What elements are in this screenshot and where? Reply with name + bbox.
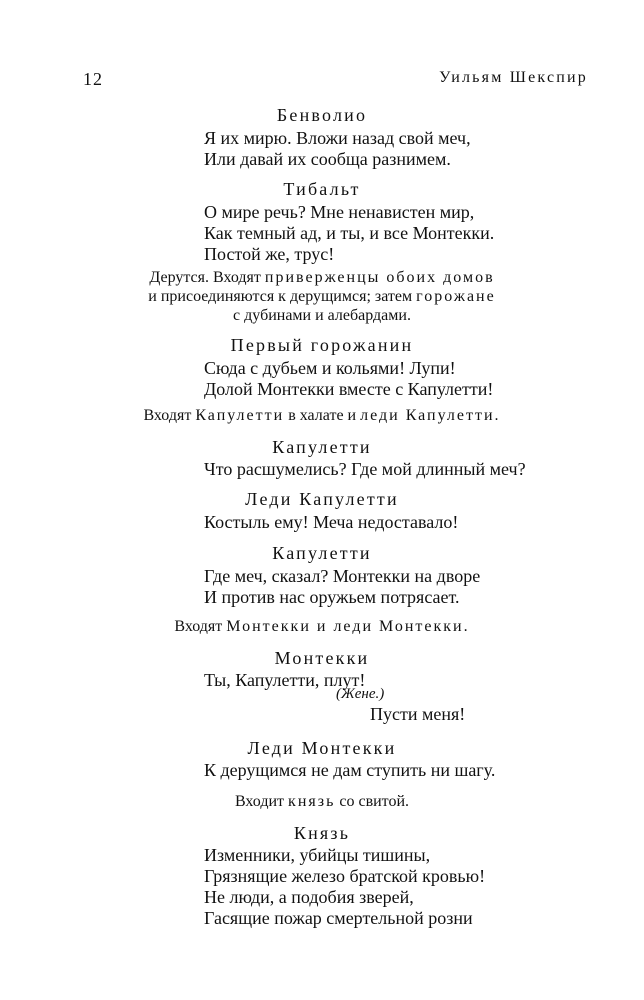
stage-direction-capulet-enters (0, 406, 644, 425)
verse-first-citizen (204, 358, 493, 400)
verse-line: Постой же, трус! (204, 244, 335, 264)
direction-character: Капулетти (195, 407, 285, 424)
verse-capulet (204, 566, 480, 608)
verse-line: О мире речь? Мне ненавистен мир, (204, 202, 475, 222)
speaker-first-citizen: Первый горожанин (230, 335, 414, 355)
direction-text: Дерутся. Входят (149, 269, 261, 286)
verse-line: Где меч, сказал? Монтекки на дворе (204, 566, 481, 586)
verse-montague-line-2: Пусти меня! (370, 704, 466, 724)
direction-character: приверженцы обоих домов (264, 269, 495, 286)
direction-character: князь (288, 793, 336, 810)
verse-line: Гасящие пожар смертельной розни (204, 908, 473, 928)
direction-text: со свитой. (339, 793, 410, 810)
verse-line: Что расшумелись? Где мой длинный меч? (204, 459, 526, 479)
page-number: 12 (83, 69, 103, 89)
verse-lady-montague (204, 760, 495, 781)
speaker-tybalt: Тибальт (283, 179, 361, 199)
speaker-benvolio: Бенволио (276, 105, 368, 125)
verse-line: Я их мирю. Вложи назад свой меч, (204, 128, 471, 148)
speaker-capulet: Капулетти (272, 437, 372, 457)
stage-aside: (Жене.) (336, 686, 385, 702)
verse-line: Сюда с дубьем и кольями! Лупи! (204, 358, 456, 378)
verse-line: Или давай их сообща разнимем. (204, 149, 451, 169)
speaker-capulet: Капулетти (272, 543, 372, 563)
verse-montague-line-1: Ты, Капулетти, плут! (204, 670, 366, 690)
verse-line: И против нас оружьем потрясает. (204, 587, 460, 607)
direction-line (0, 287, 644, 306)
direction-line (0, 268, 644, 287)
direction-line: с дубинами и алебардами. (233, 307, 411, 324)
direction-character: Монтекки и леди Монтекки. (226, 618, 470, 635)
verse-line: Костыль ему! Меча недоставало! (204, 512, 459, 532)
verse-tybalt (204, 202, 494, 265)
stage-direction-fight (0, 268, 644, 325)
stage-direction-montague-enters (0, 617, 644, 636)
verse-lady-capulet (204, 512, 458, 533)
direction-character: леди Капулетти. (360, 407, 501, 424)
verse-benvolio (204, 128, 471, 170)
verse-line: К дерущимся не дам ступить ни шагу. (204, 760, 496, 780)
direction-text: Входит (234, 793, 285, 810)
verse-capulet (204, 459, 526, 480)
verse-line: Не люди, а подобия зверей, (204, 887, 414, 907)
running-head: Уильям Шекспир (439, 69, 588, 86)
direction-text: Входят (174, 618, 223, 635)
verse-prince (204, 845, 485, 929)
verse-line: Долой Монтекки вместе с Капулетти! (204, 379, 494, 399)
speaker-montague: Монтекки (274, 648, 370, 668)
stage-direction-prince-enters (0, 792, 644, 811)
verse-line: Изменники, убийцы тишины, (204, 845, 431, 865)
verse-line: Как темный ад, и ты, и все Монтекки. (204, 223, 495, 243)
direction-text: в халате и (288, 407, 357, 424)
verse-line: Грязнящие железо братской кровью! (204, 866, 486, 886)
direction-text: и присоединяются к дерущимся; затем (148, 288, 413, 305)
direction-text: Входят (143, 407, 192, 424)
speaker-prince: Князь (293, 823, 351, 843)
speaker-lady-capulet: Леди Капулетти (245, 489, 399, 509)
speaker-lady-montague: Леди Монтекки (247, 738, 397, 758)
direction-character: горожане (416, 288, 496, 305)
